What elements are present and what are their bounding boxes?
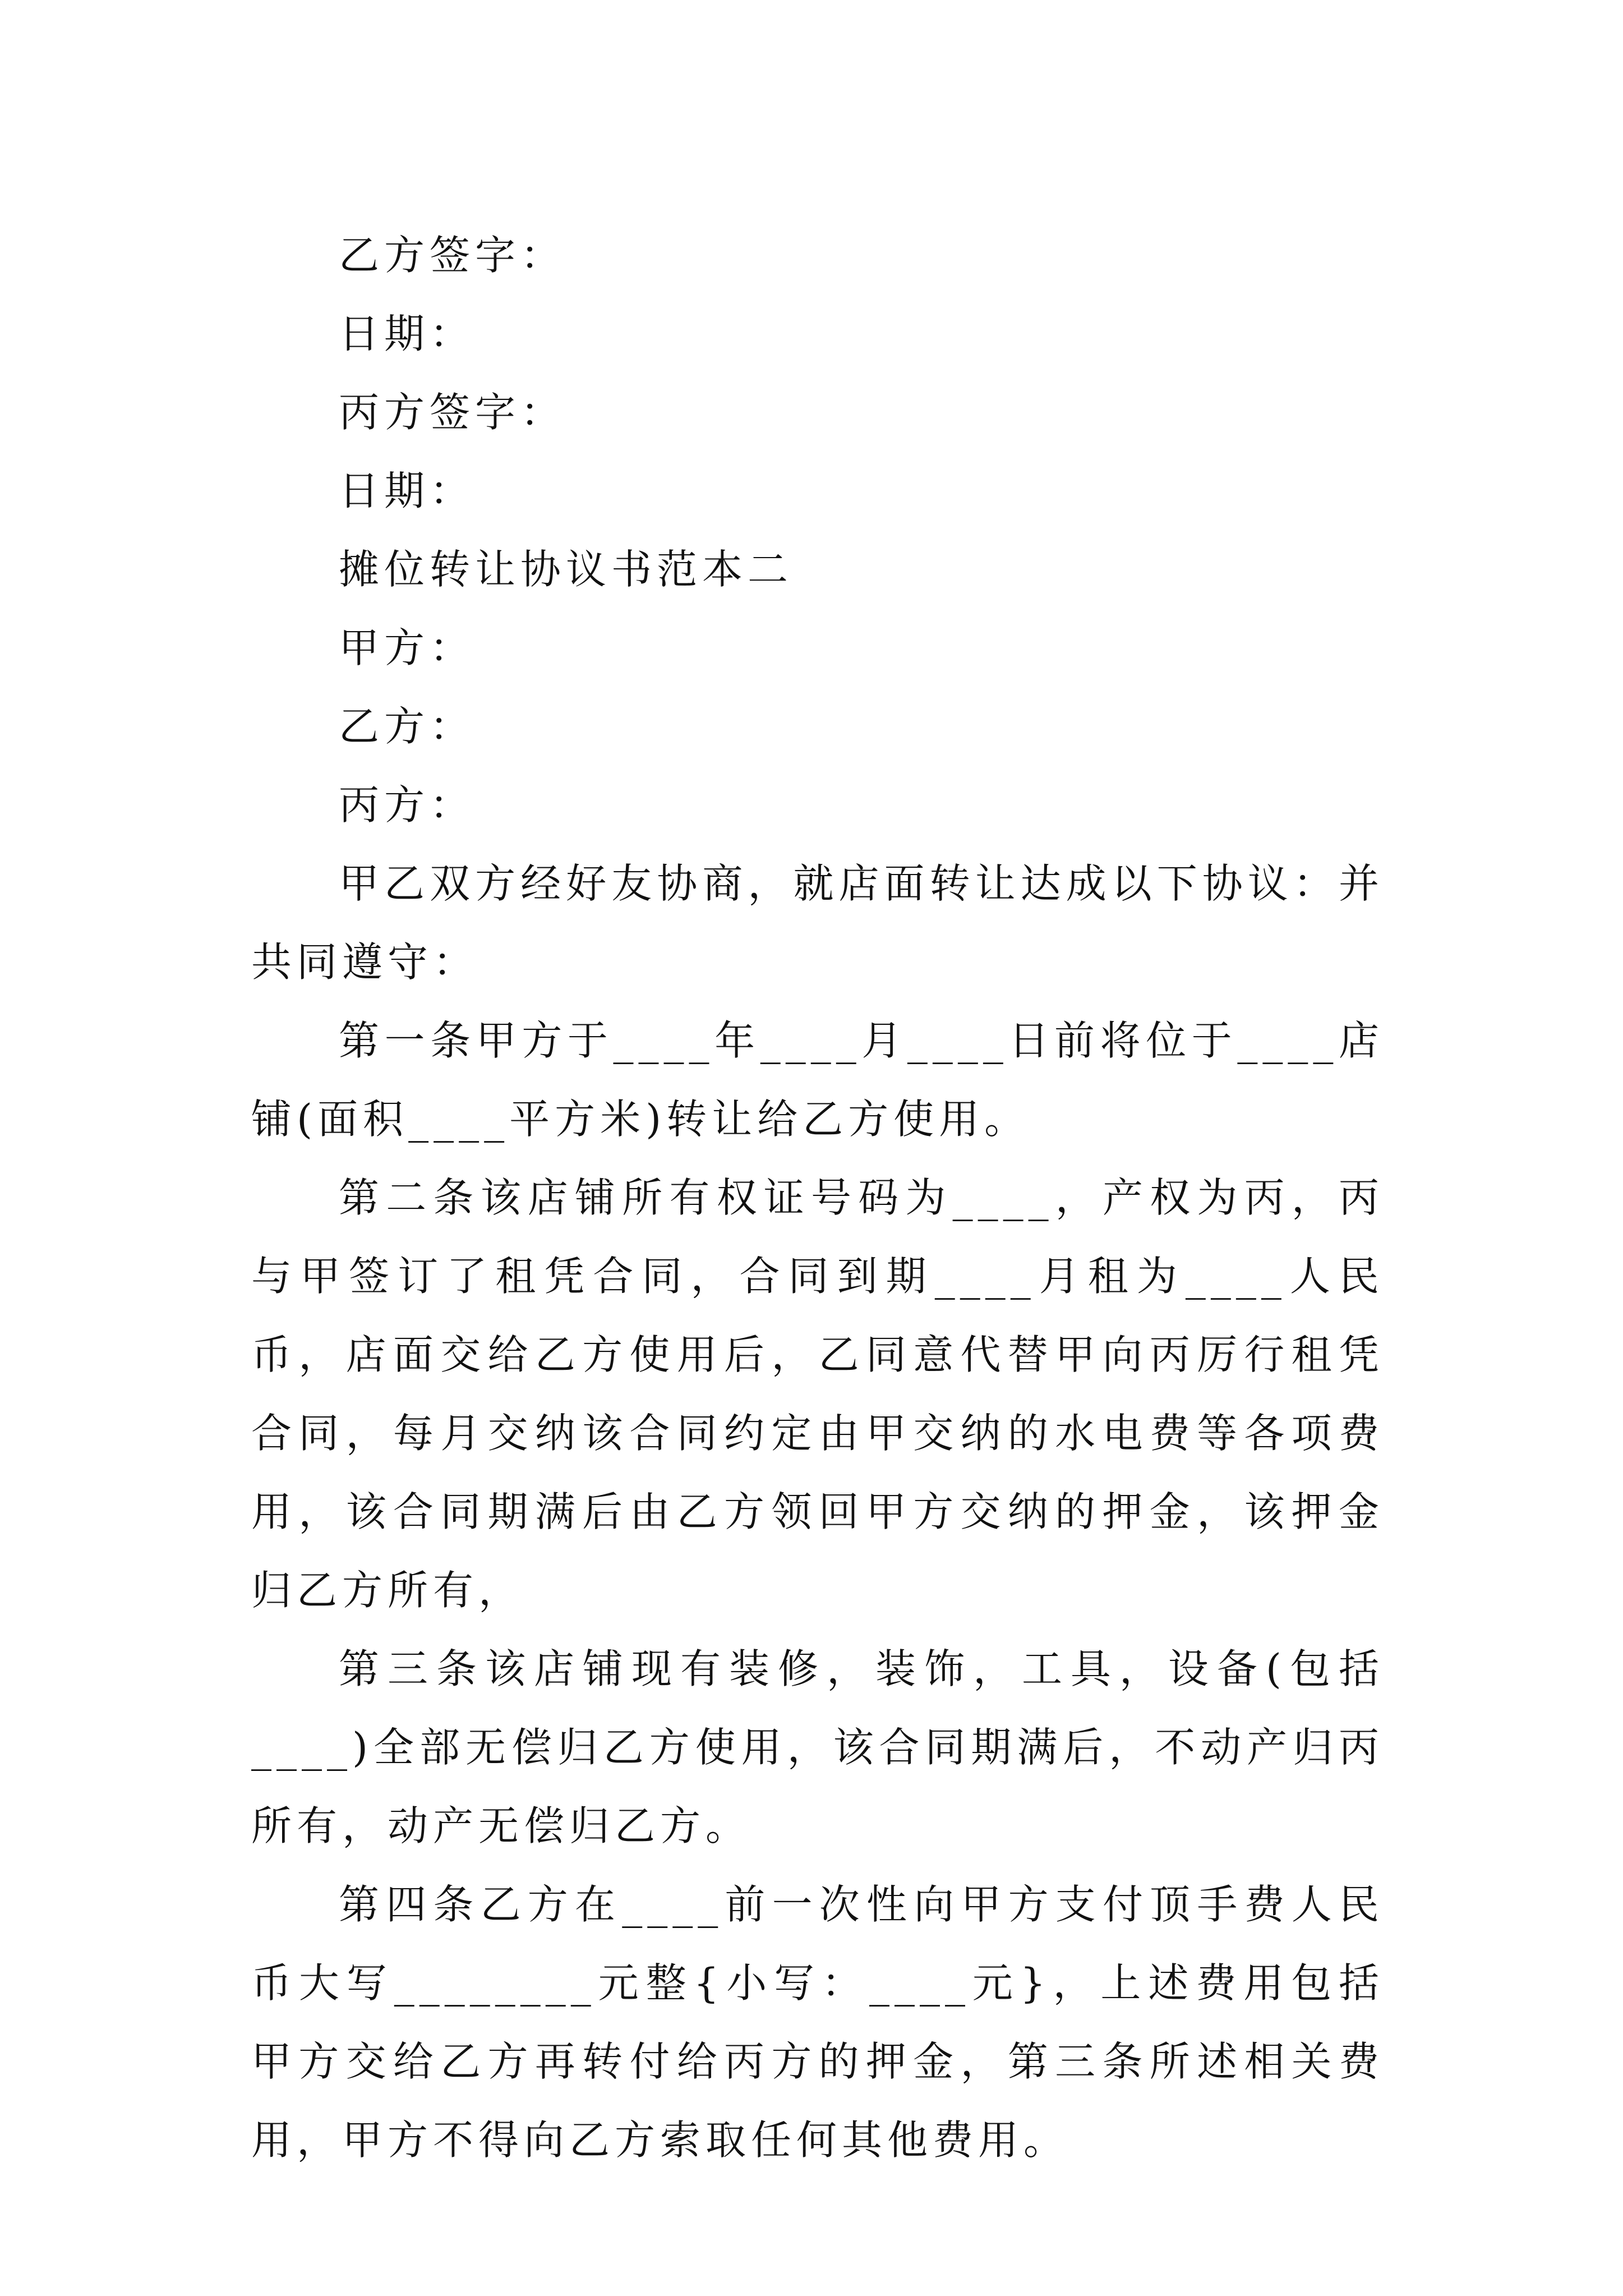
date-label-2: 日期：	[339, 467, 476, 514]
party-b-label: 乙方：	[339, 703, 476, 750]
document-body	[251, 216, 1384, 2179]
party-c-label: 丙方：	[339, 781, 476, 829]
party-b-signature-label: 乙方签字：	[339, 232, 566, 279]
article-2: 第二条该店铺所有权证号码为____，产权为丙，丙与甲签订了租凭合同，合同到期____月租为____人民币，店面交给乙方使用后，乙同意代替甲向丙厉行租凭合同，每月交纳该合同约定由甲交纳的水电费等各项费用，该合同期满后由乙方领回甲方交纳的押金，该押金归乙方所有，	[251, 1174, 1384, 1614]
article-1: 第一条甲方于____年____月____日前将位于____店铺(面积____平方米)转让给乙方使用。	[251, 1017, 1384, 1143]
article-4: 第四条乙方在____前一次性向甲方支付顶手费人民币大写________元整{小写：____元}，上述费用包括甲方交给乙方再转付给丙方的押金，第三条所述相关费用，甲方不得向乙方索取任何其他费用。	[251, 1881, 1384, 2164]
date-label-1: 日期：	[339, 310, 476, 357]
intro-paragraph: 甲乙双方经好友协商，就店面转让达成以下协议：并共同遵守：	[251, 860, 1384, 986]
party-c-signature-label: 丙方签字：	[339, 389, 566, 436]
party-a-label: 甲方：	[339, 624, 476, 671]
agreement-title: 摊位转让协议书范本二	[339, 546, 794, 593]
article-3: 第三条该店铺现有装修，装饰，工具，设备(包括____)全部无偿归乙方使用，该合同期满后，不动产归丙所有，动产无偿归乙方。	[251, 1645, 1384, 1849]
